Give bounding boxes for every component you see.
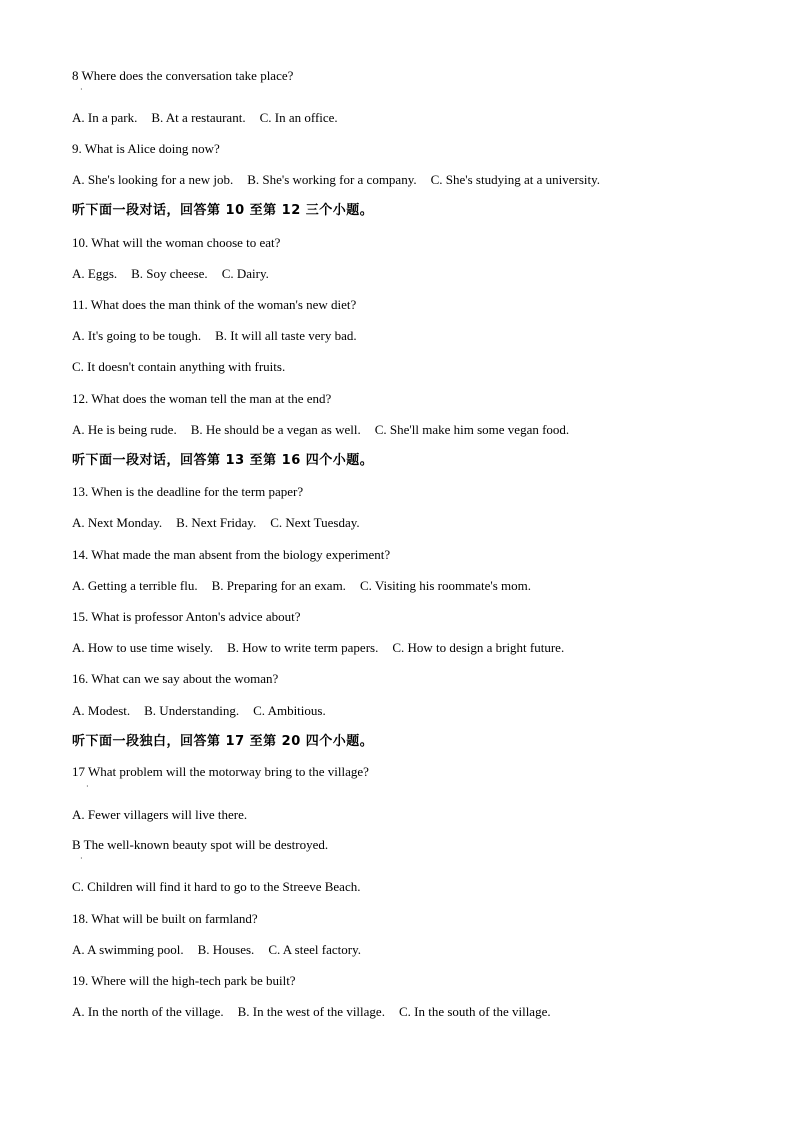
question-15-options [72, 640, 578, 656]
question-13-options [72, 515, 374, 531]
question-12: 12. What does the woman tell the man at the end? [72, 391, 332, 406]
question-12-options [72, 422, 583, 438]
option-b: B. At a restaurant. [151, 110, 246, 125]
question-11-options [72, 328, 371, 344]
option-b: B. Preparing for an exam. [211, 578, 346, 593]
option-c: C. Ambitious. [253, 703, 326, 718]
option-c: C. Dairy. [221, 266, 269, 281]
question-18-options [72, 942, 375, 958]
option-a: A. In a park. [72, 110, 138, 125]
option-c: C. She's studying at a university. [430, 172, 601, 187]
section-heading: 听下面一段对话，回答第 13 至第 16 四个小题。 [72, 453, 374, 468]
question-10: 10. What will the woman choose to eat? [72, 235, 281, 250]
question-17-option-a: A. Fewer villagers will live there. [72, 807, 248, 822]
option-b: B. Next Friday. [176, 515, 257, 530]
option-b: B. In the west of the village. [237, 1004, 385, 1019]
question-14-options [72, 578, 545, 594]
question-8-options [72, 110, 352, 126]
option-a: A. He is being rude. [72, 422, 177, 437]
option-a: A. In the north of the village. [72, 1004, 224, 1019]
question-17-option-b: B The well-known beauty spot will be destroyed. [72, 837, 329, 852]
option-a: A. She's looking for a new job. [72, 172, 234, 187]
question-19-options [72, 1004, 565, 1020]
option-b: B. She's working for a company. [247, 172, 417, 187]
question-16-options [72, 703, 340, 719]
option-a: A. Modest. [72, 703, 131, 718]
option-b: B. Soy cheese. [131, 266, 208, 281]
question-11-option-c: C. It doesn't contain anything with fruits. [72, 359, 286, 374]
option-c: C. Next Tuesday. [270, 515, 360, 530]
option-c: C. Visiting his roommate's mom. [359, 578, 531, 593]
option-b: B. He should be a vegan as well. [190, 422, 361, 437]
question-9: 9. What is Alice doing now? [72, 141, 220, 156]
option-c: C. She'll make him some vegan food. [374, 422, 570, 437]
option-b: B. Understanding. [144, 703, 240, 718]
option-c: C. In the south of the village. [398, 1004, 551, 1019]
question-11: 11. What does the man think of the woman's new diet? [72, 297, 357, 312]
mark-dot: · [86, 782, 89, 791]
question-16: 16. What can we say about the woman? [72, 671, 279, 686]
question-17: 17 What problem will the motorway bring to the village? [72, 764, 369, 779]
option-a: A. It's going to be tough. [72, 328, 202, 343]
option-a: A. Eggs. [72, 266, 118, 281]
option-a: A. A swimming pool. [72, 942, 184, 957]
mark-dot: · [80, 85, 83, 94]
option-b: B. Houses. [197, 942, 255, 957]
option-c: C. How to design a bright future. [392, 640, 565, 655]
option-c: C. In an office. [259, 110, 338, 125]
option-a: A. How to use time wisely. [72, 640, 214, 655]
option-a: A. Next Monday. [72, 515, 163, 530]
section-heading: 听下面一段独白，回答第 17 至第 20 四个小题。 [72, 734, 374, 749]
option-a: A. Getting a terrible flu. [72, 578, 198, 593]
question-17-option-c: C. Children will find it hard to go to the Streeve Beach. [72, 879, 361, 894]
question-10-options [72, 266, 283, 282]
option-b: B. It will all taste very bad. [215, 328, 357, 343]
question-15: 15. What is professor Anton's advice about? [72, 609, 301, 624]
section-heading: 听下面一段对话，回答第 10 至第 12 三个小题。 [72, 203, 374, 218]
option-b: B. How to write term papers. [227, 640, 379, 655]
question-9-options [72, 172, 614, 188]
question-14: 14. What made the man absent from the biology experiment? [72, 547, 391, 562]
question-8: 8 Where does the conversation take place? [72, 68, 294, 83]
option-c: C. A steel factory. [268, 942, 361, 957]
mark-dot: · [80, 854, 83, 863]
question-13: 13. When is the deadline for the term paper? [72, 484, 304, 499]
question-19: 19. Where will the high-tech park be built? [72, 973, 296, 988]
question-18: 18. What will be built on farmland? [72, 911, 258, 926]
